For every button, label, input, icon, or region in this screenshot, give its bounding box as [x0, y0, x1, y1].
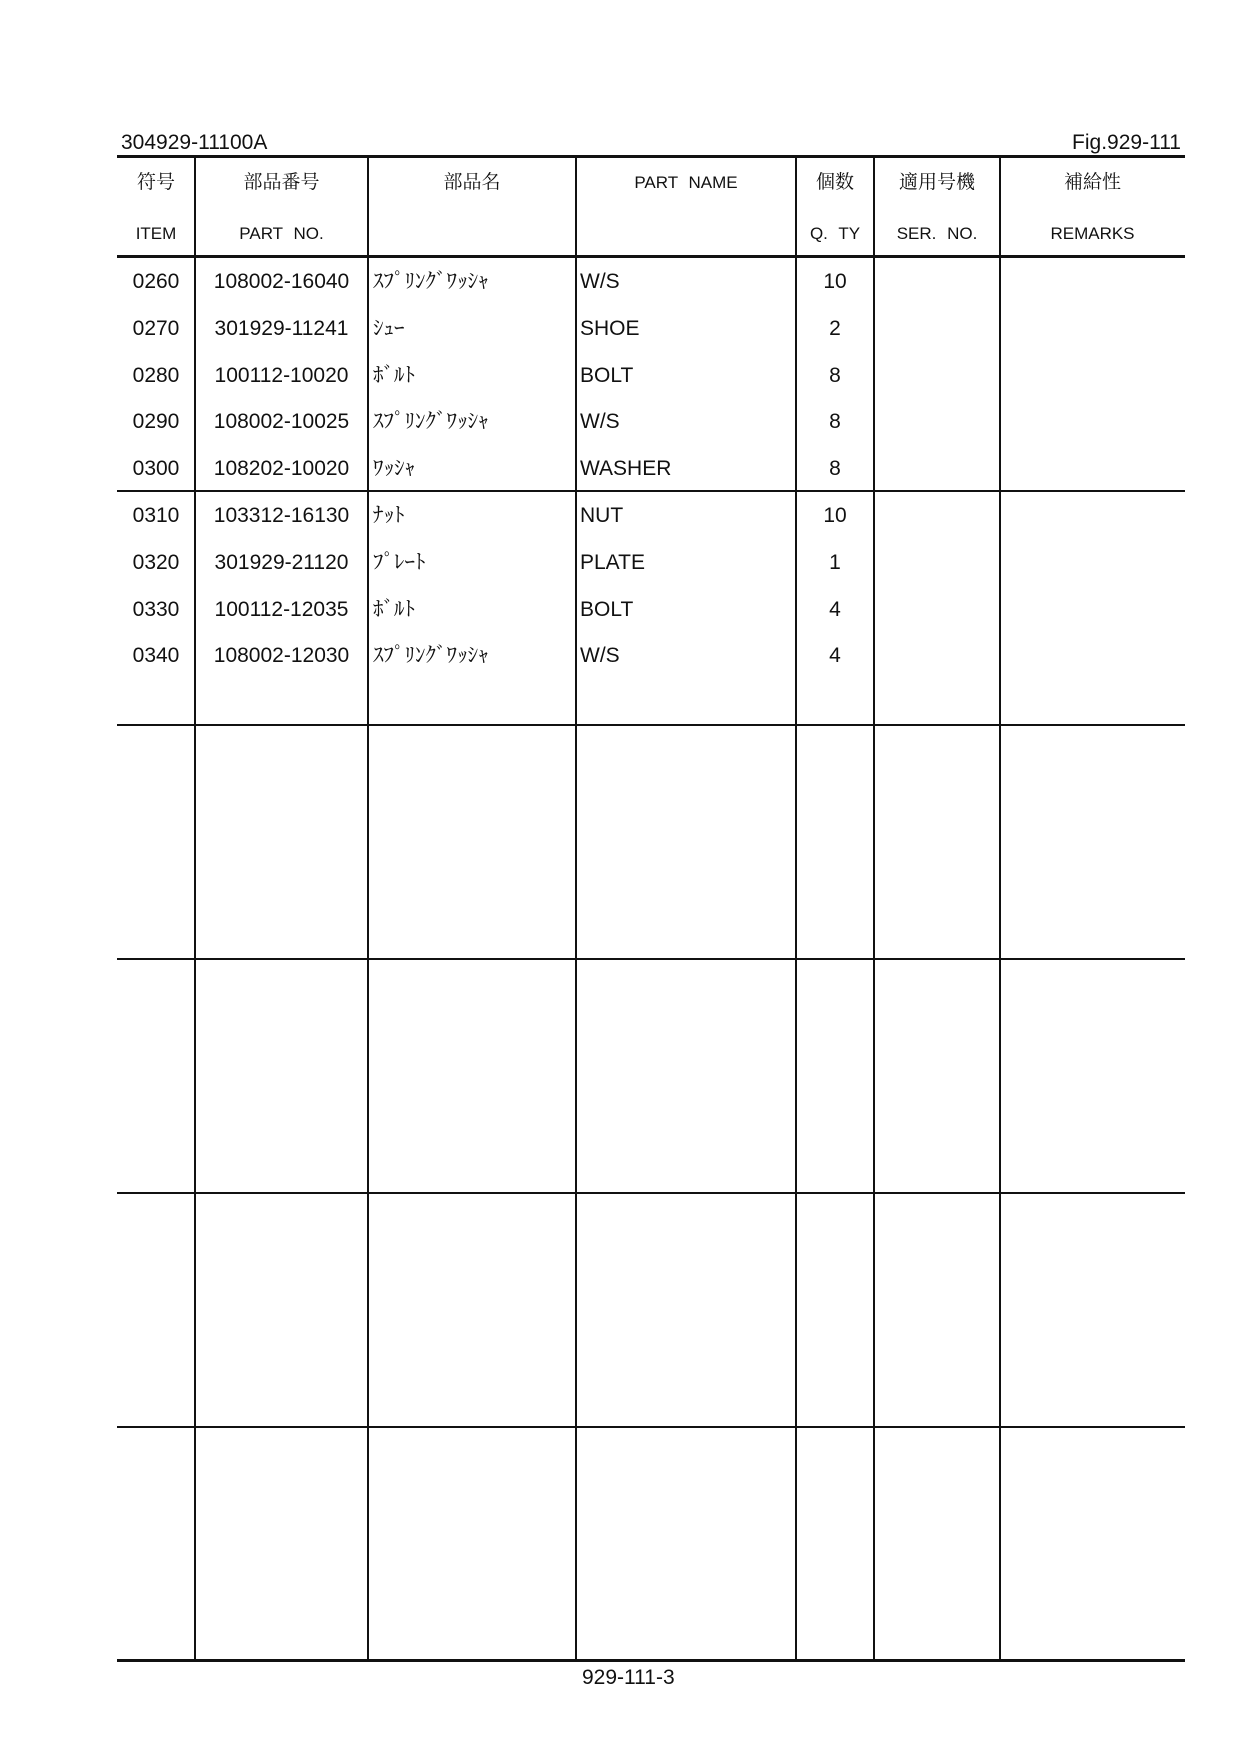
quantity: 4 [829, 597, 841, 621]
table-row [117, 305, 1185, 352]
figure-reference: Fig.929-111 [1072, 131, 1181, 154]
part-name: BOLT [580, 363, 634, 387]
block-divider [117, 724, 1185, 726]
part-name: W/S [580, 410, 620, 434]
part-number: 108002-12030 [213, 644, 350, 668]
part-name-japanese: ｽﾌﾟﾘﾝｸﾞﾜｯｼｬ [373, 644, 489, 668]
block-divider [117, 958, 1185, 960]
header-part-no-en: PART NO. [239, 224, 324, 243]
header-ser-no-jp: 適用号機 [898, 172, 975, 193]
table-row [117, 352, 1185, 399]
part-name: SHOE [580, 316, 640, 340]
item-number: 0260 [132, 270, 180, 293]
part-number: 301929-21120 [214, 550, 349, 574]
header-qty-jp: 個数 [815, 172, 854, 193]
part-name: W/S [580, 270, 620, 293]
item-number: 0280 [132, 363, 180, 387]
quantity: 10 [823, 504, 847, 527]
block-divider [117, 1192, 1185, 1194]
header-remarks-en: REMARKS [1050, 224, 1135, 243]
part-name-japanese: ｽﾌﾟﾘﾝｸﾞﾜｯｼｬ [373, 270, 489, 293]
part-name: NUT [580, 504, 624, 527]
quantity: 2 [829, 316, 841, 340]
table-row [117, 258, 1185, 305]
quantity: 4 [829, 644, 841, 668]
part-number: 108002-10025 [213, 410, 350, 434]
table-row [117, 398, 1185, 445]
part-name: W/S [580, 644, 620, 668]
header-part-no-jp: 部品番号 [243, 172, 320, 193]
item-number: 0330 [132, 597, 180, 621]
item-number: 0320 [132, 550, 180, 574]
page-number: 929-111-3 [582, 1666, 675, 1689]
header-item-en: ITEM [135, 224, 177, 243]
header-ser-no-en: SER. NO. [896, 224, 978, 243]
part-name-japanese: ｽﾌﾟﾘﾝｸﾞﾜｯｼｬ [373, 410, 489, 434]
header-remarks-jp: 補給性 [1063, 172, 1121, 193]
item-number: 0340 [132, 644, 180, 668]
part-number: 301929-11241 [214, 316, 349, 340]
part-number: 108002-16040 [213, 270, 350, 293]
part-name-japanese: ｼｭｰ [373, 316, 405, 340]
table-row [117, 632, 1185, 679]
part-number: 100112-12035 [214, 597, 349, 621]
table-row [117, 586, 1185, 633]
item-number: 0300 [132, 457, 180, 481]
part-name-japanese: ﾅｯﾄ [373, 504, 405, 527]
quantity: 8 [829, 457, 841, 481]
document-code: 304929-11100A [121, 131, 268, 154]
item-number: 0310 [132, 504, 180, 527]
part-name: PLATE [580, 550, 645, 574]
part-name-japanese: ﾎﾞﾙﾄ [373, 597, 415, 621]
part-name-japanese: ﾎﾞﾙﾄ [373, 363, 415, 387]
table-row [117, 539, 1185, 586]
quantity: 8 [829, 410, 841, 434]
table-row [117, 492, 1185, 539]
part-number: 108202-10020 [213, 457, 350, 481]
part-name-japanese: ﾜｯｼｬ [373, 457, 415, 481]
part-name-japanese: ﾌﾟﾚｰﾄ [373, 550, 426, 574]
quantity: 1 [829, 550, 841, 574]
part-number: 100112-10020 [214, 363, 349, 387]
part-name: BOLT [580, 597, 634, 621]
header-item-jp: 符号 [136, 172, 175, 193]
header-qty-en: Q. TY [809, 224, 861, 243]
header-part-name-jp: 部品名 [443, 172, 501, 193]
quantity: 8 [829, 363, 841, 387]
item-number: 0290 [132, 410, 180, 434]
quantity: 10 [823, 270, 847, 293]
item-number: 0270 [132, 316, 180, 340]
table-row [117, 445, 1185, 492]
part-number: 103312-16130 [213, 504, 350, 527]
block-divider [117, 1426, 1185, 1428]
bottom-rule [117, 1659, 1185, 1662]
header-part-name-en: PART NAME [634, 173, 738, 192]
top-rule [117, 155, 1185, 158]
part-name: WASHER [580, 457, 672, 481]
